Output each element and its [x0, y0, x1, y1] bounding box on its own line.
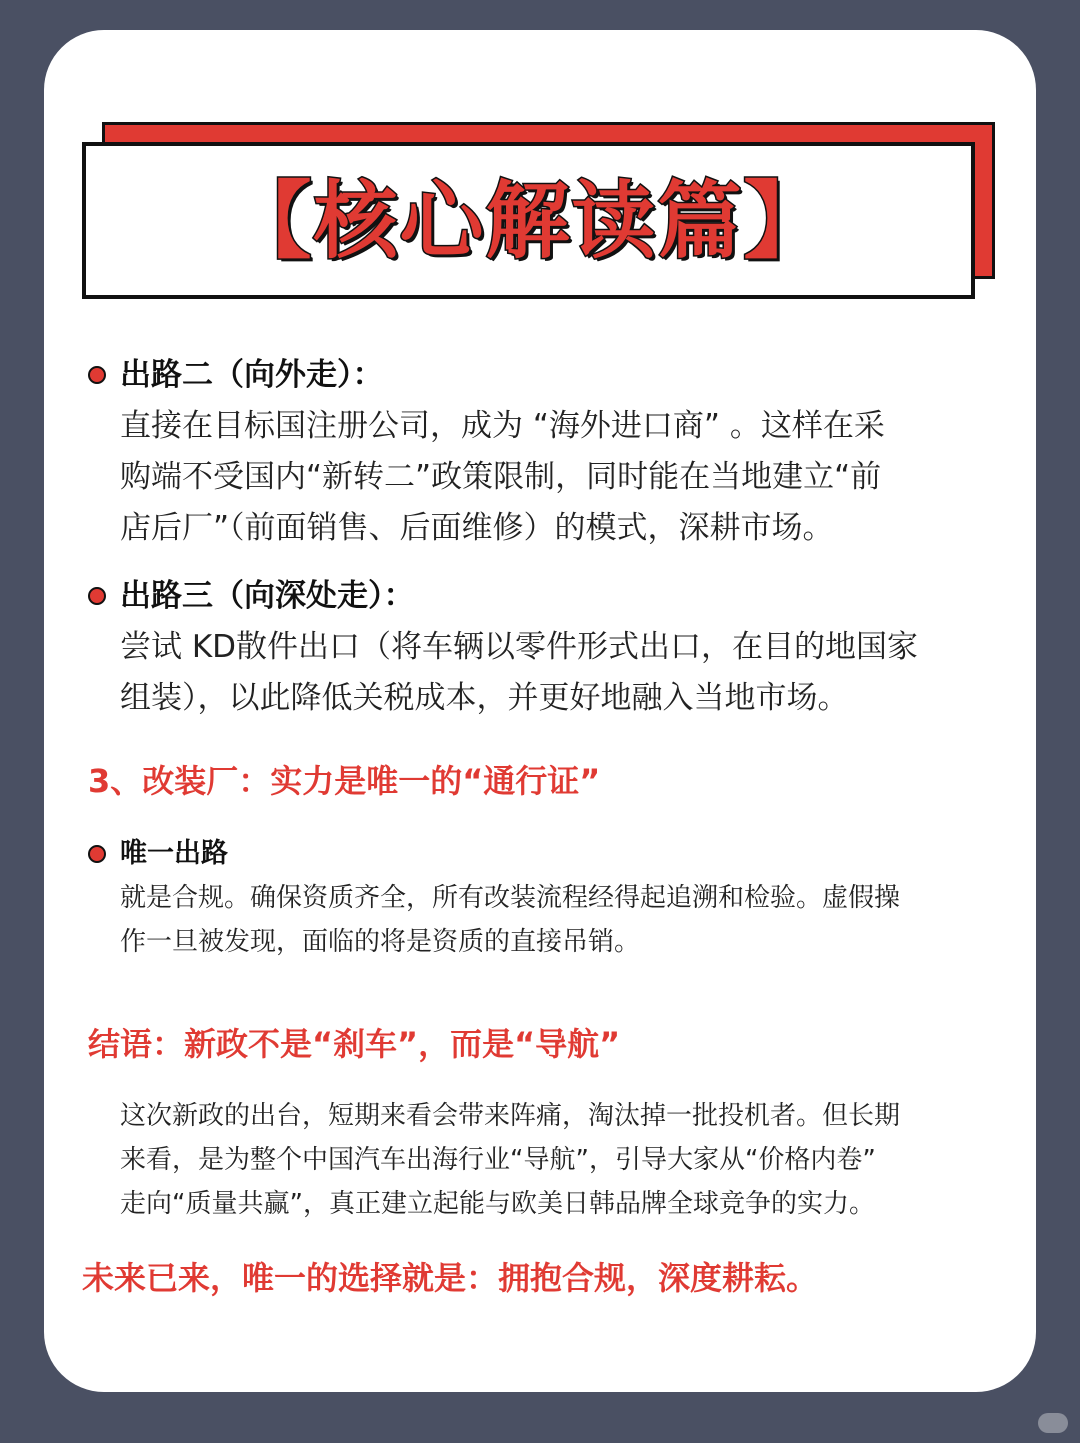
route2-line: 直接在目标国注册公司，成为 “海外进口商” 。这样在采: [120, 408, 885, 444]
page-title: 【核心解读篇】: [227, 171, 830, 270]
route2-line: 购端不受国内“新转二”政策限制，同时能在当地建立“前: [120, 459, 882, 495]
modifier-line: 作一旦被发现，面临的将是资质的直接吊销。: [120, 927, 641, 957]
modifier-title: 3、改装厂：实力是唯一的“通行证”: [88, 762, 601, 800]
route2-line: 店后厂”（前面销售、后面维修）的模式，深耕市场。: [120, 510, 834, 546]
modifier-body: [120, 876, 900, 964]
route3-body: [120, 622, 918, 724]
route2-heading: 出路二（向外走）：: [120, 357, 384, 393]
bullet-dot: [88, 587, 106, 605]
watermark-badge: [1038, 1413, 1068, 1433]
conclusion-line: 来看，是为整个中国汽车出海行业“导航”，引导大家从“价格内卷”: [120, 1145, 876, 1175]
conclusion-line: 走向“质量共赢”，真正建立起能与欧美日韩品牌全球竞争的实力。: [120, 1189, 875, 1219]
route3-line: 尝试 KD散件出口（将车辆以零件形式出口，在目的地国家: [120, 629, 919, 665]
route2-body: [120, 401, 885, 554]
bullet-dot: [88, 366, 106, 384]
conclusion-title: 结语：新政不是“刹车”，而是“导航”: [88, 1025, 621, 1063]
bullet-dot: [88, 845, 106, 863]
conclusion-line: 这次新政的出台，短期来看会带来阵痛，淘汰掉一批投机者。但长期: [120, 1101, 901, 1131]
final-statement: 未来已来，唯一的选择就是：拥抱合规，深度耕耘。: [82, 1259, 819, 1297]
route3-heading: 出路三（向深处走）：: [120, 578, 415, 614]
conclusion-body: [120, 1094, 900, 1226]
modifier-line: 就是合规。确保资质齐全，所有改装流程经得起追溯和检验。虚假操: [120, 883, 901, 913]
route3-line: 组装），以此降低关税成本，并更好地融入当地市场。: [120, 680, 849, 716]
title-banner: [82, 142, 975, 299]
modifier-heading: 唯一出路: [120, 838, 228, 869]
